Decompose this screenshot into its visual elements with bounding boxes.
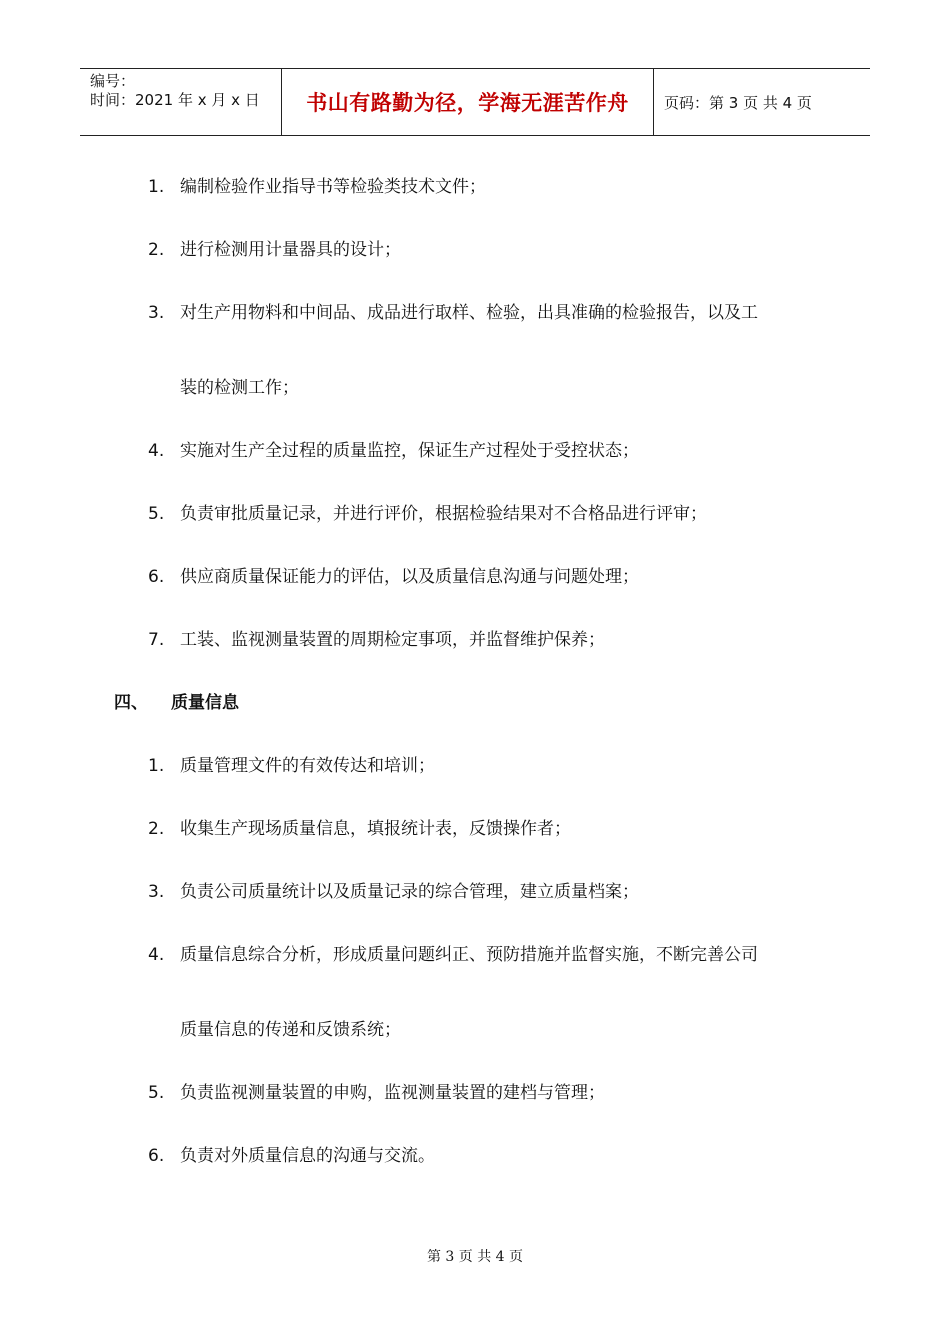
item-number: 3. (148, 882, 165, 902)
date-line: 时间：2021 年 x 月 x 日 (90, 91, 260, 109)
item-text: 供应商质量保证能力的评估，以及质量信息沟通与问题处理； (180, 567, 639, 587)
item-number: 1. (148, 177, 165, 197)
item-text: 对生产用物料和中间品、成品进行取样、检验，出具准确的检验报告，以及工 (180, 303, 758, 323)
item-text-continuation: 质量信息的传递和反馈系统； (180, 1020, 401, 1040)
page-header (80, 68, 870, 136)
item-text: 实施对生产全过程的质量监控，保证生产过程处于受控状态； (180, 441, 639, 461)
item-text: 工装、监视测量装置的周期检定事项，并监督维护保养； (180, 630, 605, 650)
item-number: 7. (148, 630, 165, 650)
item-text: 负责公司质量统计以及质量记录的综合管理，建立质量档案； (180, 882, 639, 902)
item-text: 负责对外质量信息的沟通与交流。 (180, 1146, 435, 1166)
item-number: 2. (148, 240, 165, 260)
item-text: 编制检验作业指导书等检验类技术文件； (180, 177, 486, 197)
item-number: 1. (148, 756, 165, 776)
section-title: 质量信息 (171, 693, 239, 713)
page-footer: 第 3 页 共 4 页 (426, 1249, 524, 1265)
header-motto: 书山有路勤为径，学海无涯苦作舟 (282, 69, 654, 135)
section-number: 四、 (114, 693, 148, 713)
item-number: 5. (148, 504, 165, 524)
item-text: 质量信息综合分析，形成质量问题纠正、预防措施并监督实施，不断完善公司 (180, 945, 758, 965)
item-text: 进行检测用计量器具的设计； (180, 240, 401, 260)
header-page-info: 页码：第 3 页 共 4 页 (664, 93, 812, 112)
header-meta-cell (80, 69, 282, 135)
item-text: 质量管理文件的有效传达和培训； (180, 756, 435, 776)
item-text: 负责审批质量记录，并进行评价，根据检验结果对不合格品进行评审； (180, 504, 707, 524)
item-number: 3. (148, 303, 165, 323)
item-number: 4. (148, 945, 165, 965)
item-number: 6. (148, 567, 165, 587)
item-number: 6. (148, 1146, 165, 1166)
item-number: 5. (148, 1083, 165, 1103)
item-number: 4. (148, 441, 165, 461)
item-text: 负责监视测量装置的申购，监视测量装置的建档与管理； (180, 1083, 605, 1103)
item-text-continuation: 装的检测工作； (180, 378, 299, 398)
item-number: 2. (148, 819, 165, 839)
serial-label: 编号： (90, 72, 136, 90)
item-text: 收集生产现场质量信息，填报统计表，反馈操作者； (180, 819, 571, 839)
section-heading (114, 692, 514, 714)
